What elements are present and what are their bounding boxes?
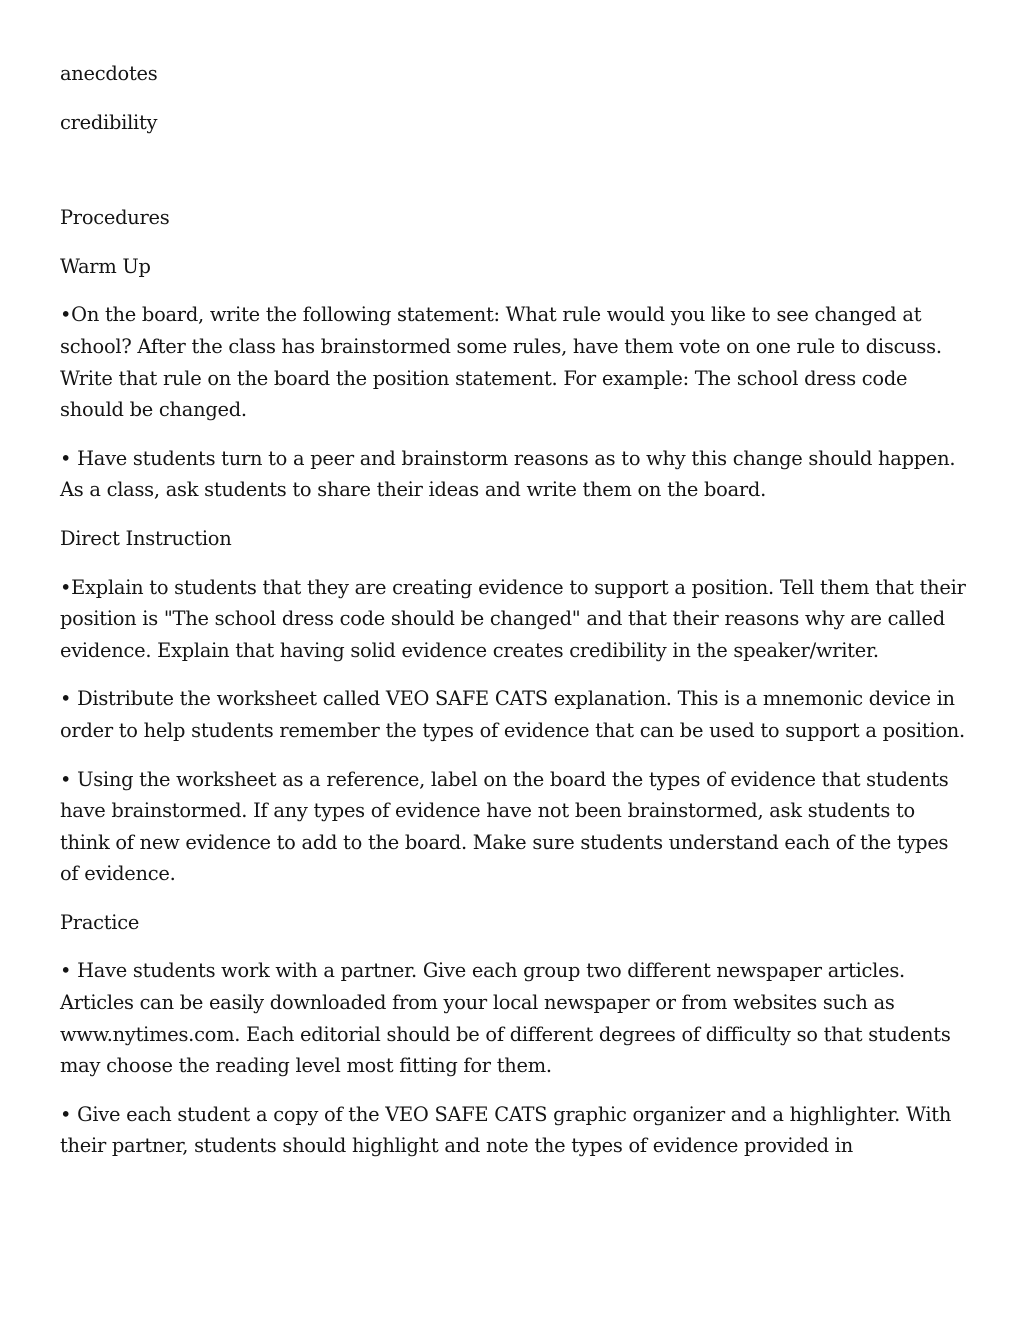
heading-procedures: Procedures [60, 206, 170, 230]
heading-direct-instruction: Direct Instruction [60, 526, 232, 550]
practice-step-1: • Have students work with a partner. Give each group two different newspaper articles. Articles can be easily downloaded from your local newspaper or from websites such as www.nytimes.com. Each editorial should be of different degrees of difficulty so that students may choose the reading level most fitting for them. [60, 959, 951, 1078]
direct-instruction-step-1: •Explain to students that they are creating evidence to support a position. Tell them that their position is "The school dress code should be changed" and that their reasons why are called evidence. Explain that having solid evidence creates credibility in the speaker/writer. [60, 575, 966, 662]
heading-practice: Practice [60, 910, 140, 934]
heading-warm-up: Warm Up [60, 254, 151, 278]
direct-instruction-step-2: • Distribute the worksheet called VEO SAFE CATS explanation. This is a mnemonic device in order to help students remember the types of evidence that can be used to support a position. [60, 687, 965, 742]
warm-up-step-2: • Have students turn to a peer and brainstorm reasons as to why this change should happen. As a class, ask students to share their ideas and write them on the board. [60, 446, 956, 502]
practice-step-2: • Give each student a copy of the VEO SAFE CATS graphic organizer and a highlighter. With their partner, students should highlight and note the types of evidence provided in [60, 1102, 952, 1158]
term-credibility: credibility [60, 110, 158, 134]
term-anecdotes: anecdotes [60, 62, 158, 85]
warm-up-step-1: •On the board, write the following statement: What rule would you like to see changed at school? After the class has brainstormed some rules, have them vote on one rule to discuss. Write that rule on the board the position statement. For example: The school dress code should be changed. [60, 303, 942, 422]
spacer [60, 155, 970, 202]
document-page [60, 58, 970, 1179]
direct-instruction-step-3: • Using the worksheet as a reference, label on the board the types of evidence that students have brainstormed. If any types of evidence have not been brainstormed, ask students to think of new evidence to add to the board. Make sure students understand each of the types of evidence. [60, 767, 949, 886]
